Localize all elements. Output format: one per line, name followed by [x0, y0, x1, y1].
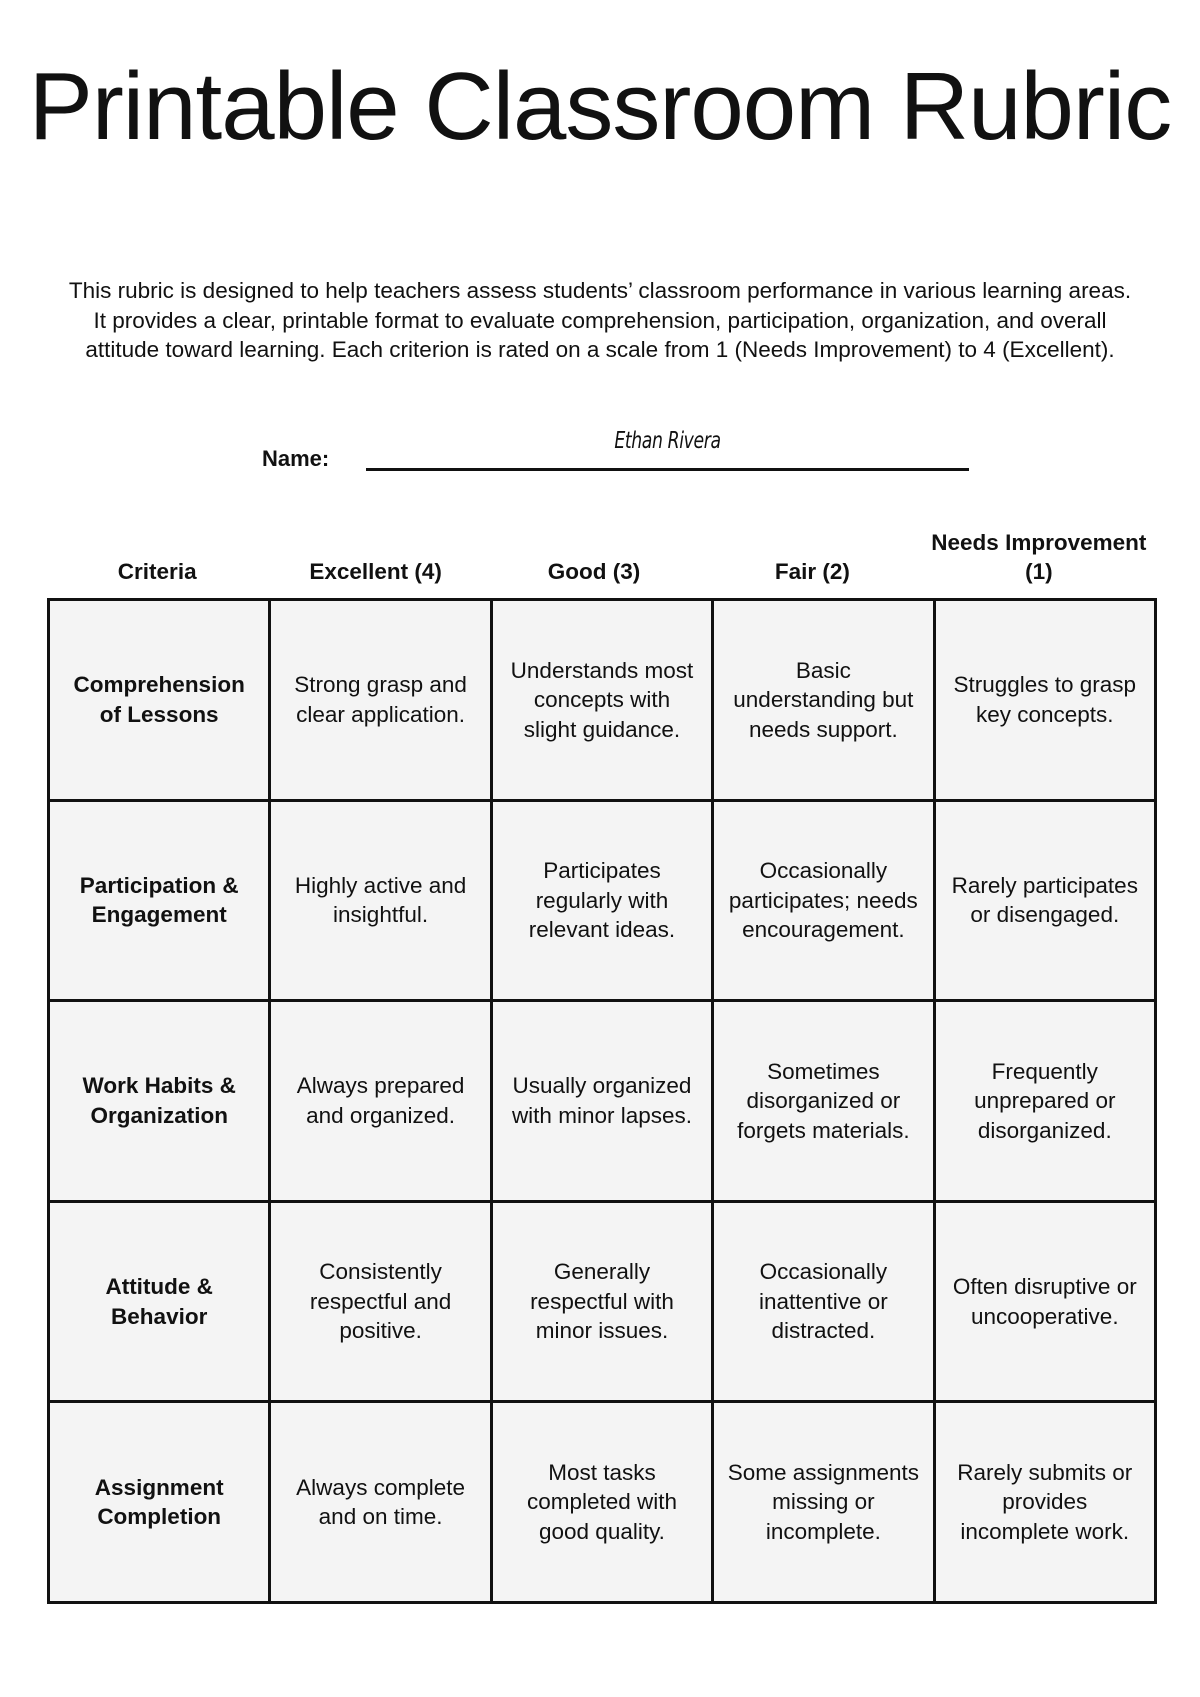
rubric-cell: Rarely participates or disengaged.	[934, 800, 1155, 1001]
header-needs-improvement: Needs Improvement (1)	[931, 530, 1147, 584]
table-row	[49, 600, 1156, 801]
rubric-cell: Some assignments missing or incomplete.	[713, 1402, 934, 1603]
rubric-cell: Always prepared and organized.	[270, 1001, 491, 1202]
rubric-cell: Usually organized with minor lapses.	[491, 1001, 712, 1202]
rubric-cell: Often disruptive or uncooperative.	[934, 1201, 1155, 1402]
rubric-cell: Sometimes disorganized or forgets materials.	[713, 1001, 934, 1202]
rubric-cell: Rarely submits or provides incomplete work.	[934, 1402, 1155, 1603]
name-label: Name:	[262, 446, 330, 471]
criteria-cell: Work Habits & Organization	[49, 1001, 270, 1202]
name-underline	[366, 468, 969, 471]
criteria-cell: Participation & Engagement	[49, 800, 270, 1001]
rubric-cell: Occasionally participates; needs encouragement.	[713, 800, 934, 1001]
rubric-cell: Strong grasp and clear application.	[270, 600, 491, 801]
rubric-cell: Consistently respectful and positive.	[270, 1201, 491, 1402]
rubric-cell: Highly active and insightful.	[270, 800, 491, 1001]
rubric-cell: Struggles to grasp key concepts.	[934, 600, 1155, 801]
rubric-cell: Always complete and on time.	[270, 1402, 491, 1603]
table-row	[49, 1402, 1156, 1603]
header-good: Good (3)	[547, 559, 641, 584]
name-value: Ethan Rivera	[614, 428, 721, 454]
rubric-cell: Generally respectful with minor issues.	[491, 1201, 712, 1402]
rubric-cell: Frequently unprepared or disorganized.	[934, 1001, 1155, 1202]
table-row	[49, 800, 1156, 1001]
criteria-cell: Comprehension of Lessons	[49, 600, 270, 801]
page-title: Printable Classroom Rubric	[28, 53, 1172, 160]
table-row	[49, 1201, 1156, 1402]
header-excellent: Excellent (4)	[309, 559, 442, 584]
header-criteria: Criteria	[117, 559, 197, 584]
table-row	[49, 1001, 1156, 1202]
rubric-cell: Participates regularly with relevant ideas.	[491, 800, 712, 1001]
intro-paragraph: This rubric is designed to help teachers assess students’ classroom performance in various learning areas. It provides a clear, printable format to evaluate comprehension, participation, organization, and overall attitude toward learning. Each criterion is rated on a scale from 1 (Needs Improvement) to 4 (Excellent).	[68, 278, 1132, 362]
rubric-table	[47, 598, 1157, 1604]
rubric-cell: Occasionally inattentive or distracted.	[713, 1201, 934, 1402]
rubric-cell: Basic understanding but needs support.	[713, 600, 934, 801]
header-fair: Fair (2)	[774, 559, 850, 584]
criteria-cell: Assignment Completion	[49, 1402, 270, 1603]
criteria-cell: Attitude & Behavior	[49, 1201, 270, 1402]
rubric-cell: Understands most concepts with slight guidance.	[491, 600, 712, 801]
rubric-cell: Most tasks completed with good quality.	[491, 1402, 712, 1603]
rubric-header	[48, 526, 1156, 586]
